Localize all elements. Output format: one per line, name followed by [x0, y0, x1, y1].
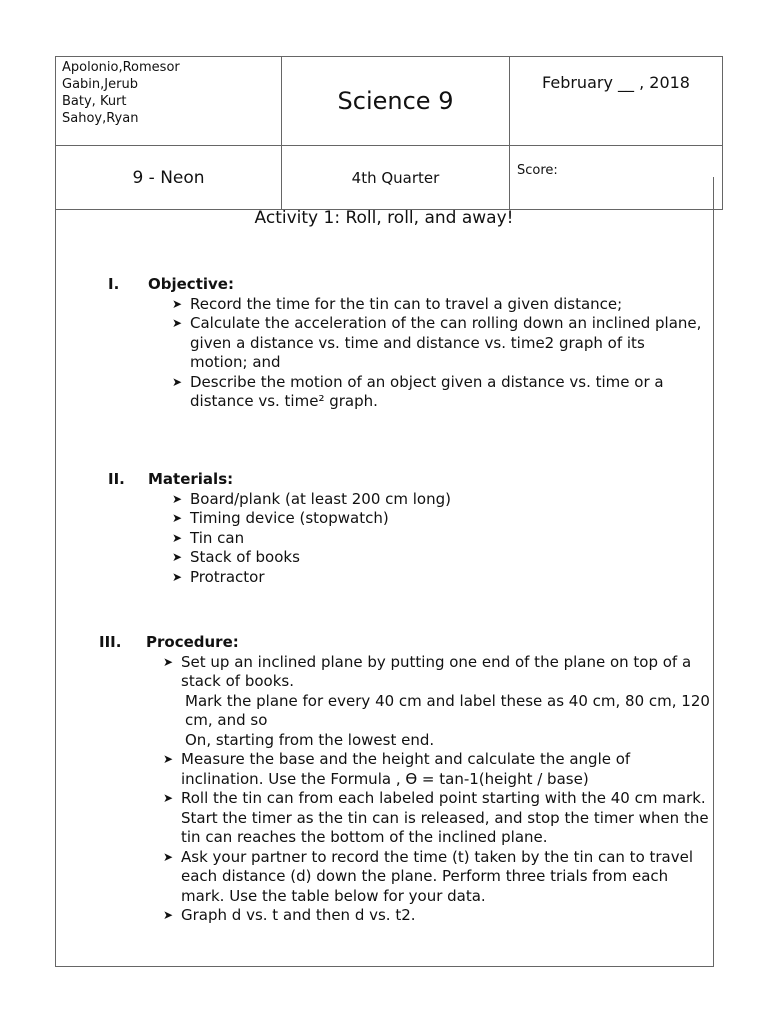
procedure-note: Mark the plane for every 40 cm and label these as 40 cm, 80 cm, 120 cm, and so: [185, 691, 710, 729]
arrow-bullet-icon: ➤: [172, 374, 183, 389]
list-item-text: Board/plank (at least 200 cm long): [190, 489, 451, 508]
procedure-step-1: [181, 653, 711, 751]
objective-list: [172, 295, 708, 412]
list-item: [172, 295, 708, 315]
list-item: [163, 789, 711, 848]
list-item: [172, 529, 708, 549]
section-title: Objective:: [148, 275, 234, 293]
score-field: Score:: [510, 146, 723, 210]
arrow-bullet-icon: ➤: [172, 316, 183, 330]
list-item-text: Roll the tin can from each labeled point starting with the 40 cm mark. Start the timer as the tin can is released, and stop the timer when the tin can reaches the bottom of the inclined plane.: [181, 789, 709, 846]
list-item-text: Set up an inclined plane by putting one end of the plane on top of a stack of books.: [181, 652, 692, 690]
member-name: Gabin,Jerub: [62, 77, 138, 92]
list-item-text: Calculate the acceleration of the can rolling down an inclined plane, given a distance vs. time and distance vs. time2 graph of its motion; and: [190, 314, 702, 371]
list-item-text: Describe the motion of an object given a distance vs. time or a distance vs. time² graph.: [190, 372, 664, 410]
group-members-cell: [56, 57, 282, 146]
materials-list: [172, 490, 708, 588]
member-name: Sahoy,Ryan: [62, 111, 139, 126]
list-item: [163, 653, 711, 751]
list-item-text: Ask your partner to record the time (t) taken by the tin can to travel each distance (d) down the plane. Perform three trials from each mark. Use the table below for your data.: [181, 847, 694, 905]
member-name: Apolonio,Romesor: [62, 60, 180, 75]
section-numeral: III.: [99, 633, 122, 651]
list-item: [172, 373, 708, 412]
arrow-bullet-icon: ➤: [163, 752, 174, 766]
list-item-text: Graph d vs. t and then d vs. t2.: [181, 906, 416, 924]
list-item-text: Timing device (stopwatch): [190, 509, 389, 527]
objective-heading: [108, 275, 708, 295]
list-item: [172, 314, 708, 373]
list-item-text: Record the time for the tin can to travel a given distance;: [190, 294, 623, 313]
arrow-bullet-icon: ➤: [172, 491, 183, 506]
arrow-bullet-icon: ➤: [163, 654, 174, 669]
list-item: [172, 509, 708, 529]
member-name: Baty, Kurt: [62, 94, 127, 109]
arrow-bullet-icon: ➤: [172, 511, 183, 525]
arrow-bullet-icon: ➤: [163, 791, 174, 805]
section-title: Procedure:: [146, 633, 239, 651]
procedure-section: [99, 633, 711, 926]
section-numeral: II.: [108, 470, 125, 488]
list-item-text: Measure the base and the height and calculate the angle of inclination. Use the Formula , ϴ = tan-1(height / base): [181, 750, 631, 788]
section-numeral: I.: [108, 275, 120, 293]
list-item: [163, 906, 711, 926]
list-item: [163, 848, 711, 907]
activity-title: Activity 1: Roll, roll, and away!: [254, 208, 514, 228]
procedure-heading: [99, 633, 711, 653]
arrow-bullet-icon: ➤: [172, 296, 183, 311]
section-title: Materials:: [148, 470, 234, 488]
arrow-bullet-icon: ➤: [172, 530, 183, 545]
list-item-text: Tin can: [190, 528, 245, 547]
procedure-list: [163, 653, 711, 926]
procedure-note: On, starting from the lowest end.: [185, 730, 435, 749]
list-item: [172, 548, 708, 568]
list-item: [172, 568, 708, 588]
arrow-bullet-icon: ➤: [172, 569, 183, 584]
objective-section: [108, 275, 708, 412]
subject-title: Science 9: [282, 57, 510, 146]
list-item-text: Stack of books: [190, 548, 300, 566]
materials-heading: [108, 470, 708, 490]
arrow-bullet-icon: ➤: [163, 849, 174, 864]
list-item-text: Protractor: [190, 567, 265, 586]
quarter-label: 4th Quarter: [282, 146, 510, 210]
list-item: [163, 750, 711, 789]
section-name: 9 - Neon: [56, 146, 282, 210]
date-field: February __ , 2018: [510, 57, 723, 146]
arrow-bullet-icon: ➤: [163, 908, 174, 922]
list-item: [172, 490, 708, 510]
arrow-bullet-icon: ➤: [172, 550, 183, 564]
materials-section: [108, 470, 708, 587]
